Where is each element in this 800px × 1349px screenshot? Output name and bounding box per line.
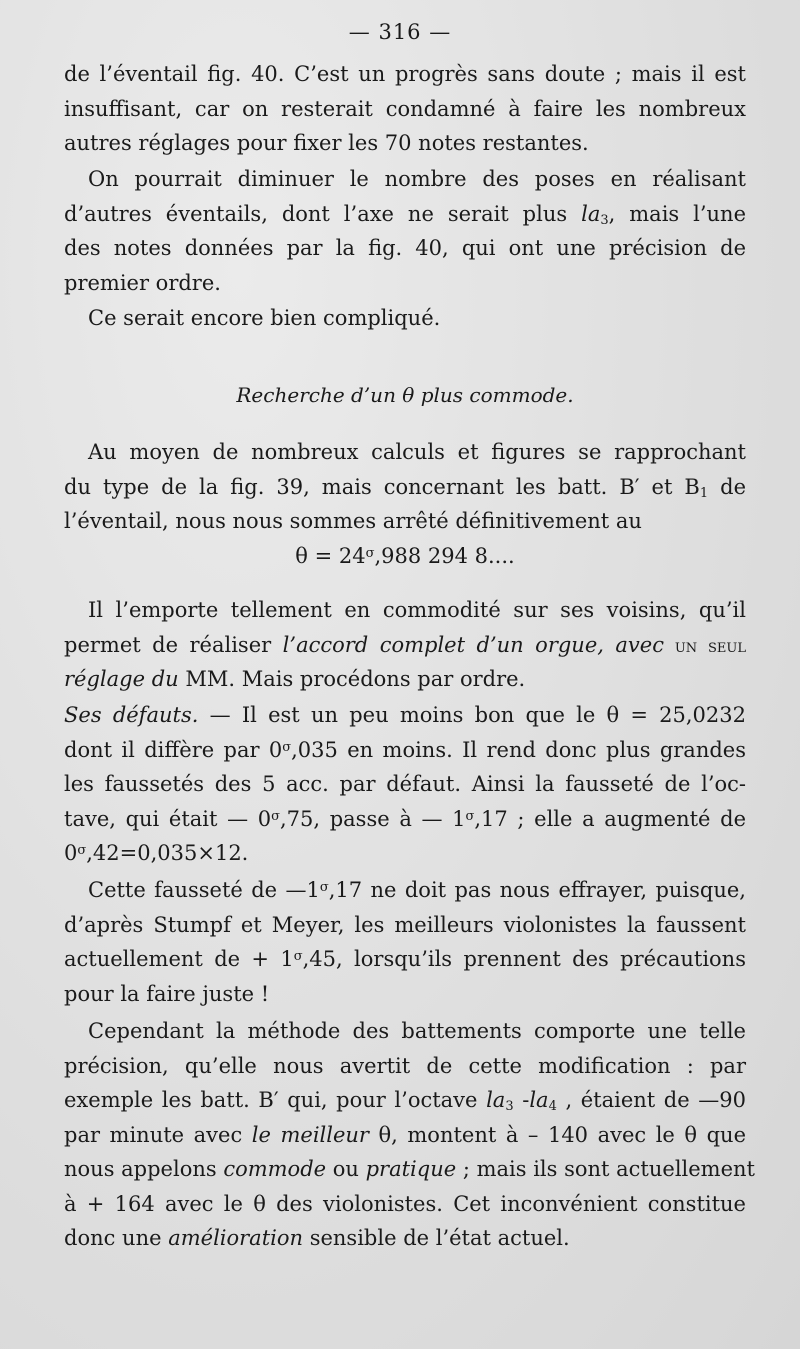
text-line: Il l’emporte tellement en commodité sur ses voisins, qu’il [88,598,746,622]
paragraph-2 [64,162,746,300]
text-line: de l’éventail fig. 40. C’est un progrès sans doute ; mais il est [64,62,746,86]
text-line: On pourrait diminuer le nombre des poses en réalisant [88,167,746,191]
text-line: nous appelons commode ou pratique ; mais ils sont actuellement [64,1157,755,1181]
text-line: Ce serait encore bien compliqué. [88,306,441,330]
text-line: tave, qui était — $0^\sigma,75$, passe à — $1^\sigma,17$ ; elle a augmenté de [64,806,746,831]
text-line: insuffisant, car on resterait condamné à faire les nombreux [64,96,746,121]
text-line: l’éventail, nous nous sommes arrêté définitivement au [64,509,642,533]
text-line: du type de la fig. 39, mais concernant les batt. B′ et $B_1$ de [64,474,746,501]
text-line: exemple les batt. B′ qui, pour l’octave $la_3$ $-la_4$ , étaient de —90 [64,1088,746,1114]
paragraph-4 [64,435,746,573]
text-line: $0^\sigma,42=0,035\times 12$. [64,841,249,865]
text-line: les faussetés des 5 acc. par défaut. Ainsi la fausseté de l’oc- [64,772,746,796]
text-line: Ses défauts. — Il est un peu moins bon que le θ = 25,0232 [64,703,746,727]
formula-theta: $\theta = 24^\sigma,988$ 294 8.... [295,543,515,568]
text-line: à + 164 avec le θ des violonistes. Cet inconvénient constitue [64,1191,746,1216]
text-line: Au moyen de nombreux calculs et figures se rapprochant [88,440,746,464]
paragraph-6 [64,698,746,871]
text-line: d’après Stumpf et Meyer, les meilleurs violonistes la faussent [64,912,746,937]
text-line: permet de réaliser l’accord complet d’un orgue, avec un seul [64,632,746,657]
paragraph-5 [64,593,746,697]
paragraph-1 [64,57,746,161]
text-line: réglage du MM. Mais procédons par ordre. [64,667,526,691]
paragraph-3 [64,301,746,336]
text-line: autres réglages pour fixer les 70 notes restantes. [64,131,589,155]
text-line: des notes données par la fig. 40, qui ont une précision de [64,236,746,260]
text-line: précision, qu’elle nous avertit de cette modification : par [64,1053,746,1078]
section-heading-wrap [64,378,746,413]
text-line: par minute avec le meilleur θ, montent à – 140 avec le θ que [64,1122,746,1147]
section-heading: Recherche d’un θ plus commode. [236,383,574,407]
text-line: pour la faire juste ! [64,981,270,1006]
text-line: actuellement de + $1^\sigma,45$, lorsqu’ils prennent des précautions [64,947,746,971]
paragraph-7 [64,873,746,1011]
text-line: dont il diffère par $0^\sigma,035$ en moins. Il rend donc plus grandes [64,737,746,762]
text-line: d’autres éventails, dont l’axe ne serait plus $la_3$, mais l’une [64,201,746,228]
text-line: premier ordre. [64,270,221,295]
text-line: donc une amélioration sensible de l’état actuel. [64,1226,570,1250]
paragraph-8 [64,1014,755,1256]
page-number: — 316 — [348,20,452,44]
text-line: Cependant la méthode des battements comporte une telle [88,1019,746,1043]
text-line: Cette fausseté de $—1^\sigma,17$ ne doit pas nous effrayer, puisque, [88,878,746,902]
